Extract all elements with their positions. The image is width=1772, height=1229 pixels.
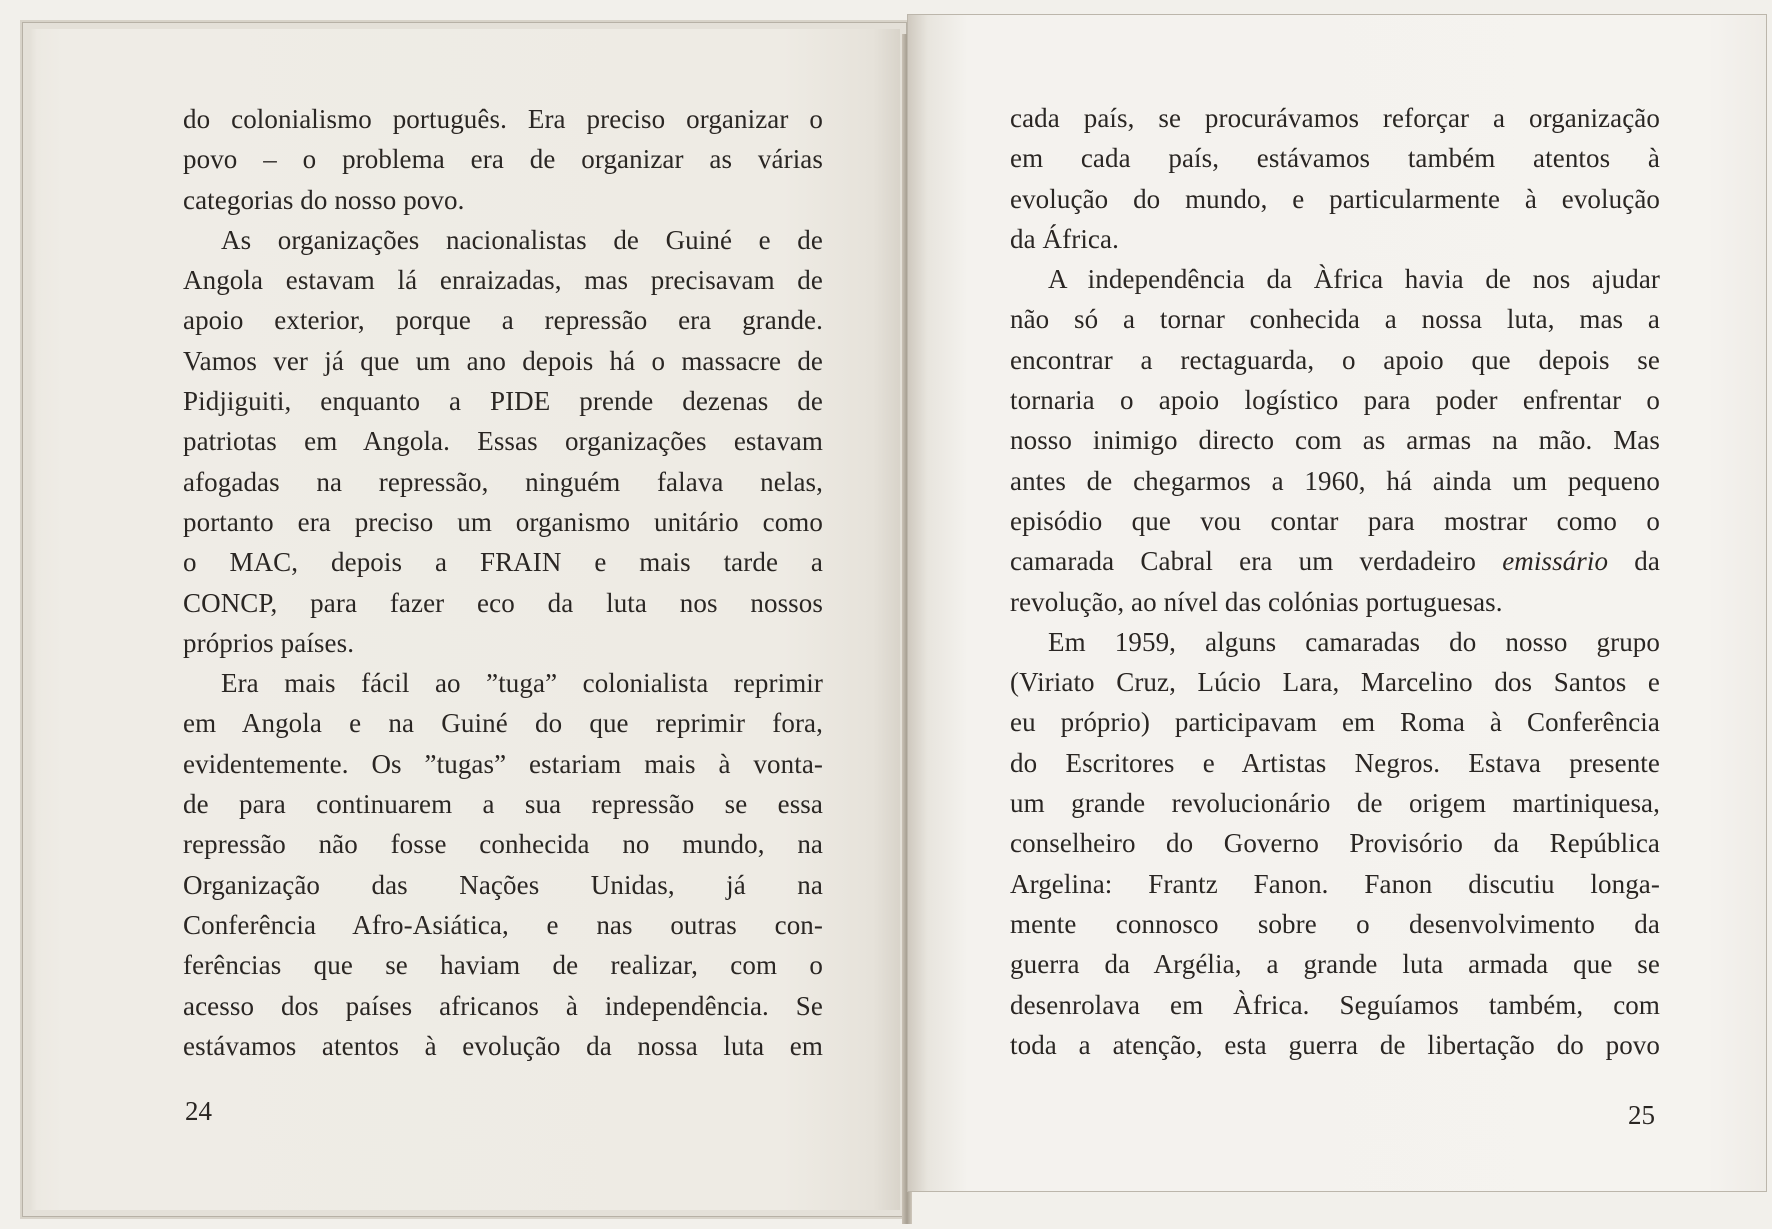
text-line: As organizações nacionalistas de Guiné e de xyxy=(221,224,823,255)
text-line: repressão não fosse conhecida no mundo, na xyxy=(183,829,823,860)
text-line: conselheiro do Governo Provisório da República xyxy=(1010,828,1660,859)
text-line: estávamos atentos à evolução da nossa luta em xyxy=(183,1030,823,1061)
text-line: evidentemente. Os ”tugas” estariam mais à vonta- xyxy=(183,748,823,779)
text-line: Conferência Afro-Asiática, e nas outras con- xyxy=(183,909,823,940)
text-line: próprios países. xyxy=(183,627,355,658)
text-line: CONCP, para fazer eco da luta nos nossos xyxy=(183,587,823,618)
text-line: patriotas em Angola. Essas organizações estavam xyxy=(183,426,823,457)
text-line: um grande revolucionário de origem martiniquesa, xyxy=(1010,788,1660,819)
text-line: do Escritores e Artistas Negros. Estava presente xyxy=(1010,747,1660,778)
left-page-text xyxy=(183,99,823,1066)
text-fragment: da xyxy=(1608,546,1660,577)
text-line: o MAC, depois a FRAIN e mais tarde a xyxy=(183,547,823,578)
text-line: mente connosco sobre o desenvolvimento da xyxy=(1010,908,1660,939)
page-number: 24 xyxy=(185,1096,212,1126)
text-line: categorias do nosso povo. xyxy=(183,184,465,215)
text-line: toda a atenção, esta guerra de libertação do povo xyxy=(1010,1029,1660,1060)
text-line: portanto era preciso um organismo unitário como xyxy=(183,506,823,537)
text-line: acesso dos países africanos à independência. Se xyxy=(183,990,823,1021)
text-line: ferências que se haviam de realizar, com o xyxy=(183,950,823,981)
open-book xyxy=(22,14,1767,1214)
text-line: (Viriato Cruz, Lúcio Lara, Marcelino dos Santos e xyxy=(1010,667,1660,698)
text-fragment: camarada Cabral era um verdadeiro xyxy=(1010,546,1476,577)
text-line: povo – o problema era de organizar as várias xyxy=(183,144,823,175)
text-line: Em 1959, alguns camaradas do nosso grupo xyxy=(1048,626,1660,657)
text-line: Era mais fácil ao ”tuga” colonialista reprimir xyxy=(221,668,823,699)
text-line: antes de chegarmos a 1960, há ainda um pequeno xyxy=(1010,465,1660,496)
text-line: cada país, se procurávamos reforçar a organização xyxy=(1010,103,1660,133)
text-line-with-italic xyxy=(1010,541,1660,581)
text-line: guerra da Argélia, a grande luta armada que se xyxy=(1010,949,1660,980)
text-line: Angola estavam lá enraizadas, mas precisavam de xyxy=(183,265,823,296)
text-line: encontrar a rectaguarda, o apoio que depois se xyxy=(1010,344,1660,375)
text-line: em cada país, estávamos também atentos à xyxy=(1010,143,1660,174)
text-line: em Angola e na Guiné do que reprimir fora, xyxy=(183,708,823,739)
text-line: eu próprio) participavam em Roma à Conferência xyxy=(1010,707,1660,738)
text-line: afogadas na repressão, ninguém falava nelas, xyxy=(183,466,823,497)
text-line: nosso inimigo directo com as armas na mão. Mas xyxy=(1010,425,1660,456)
text-line: apoio exterior, porque a repressão era grande. xyxy=(183,305,823,336)
text-line: desenrolava em Àfrica. Seguíamos também, com xyxy=(1010,989,1660,1020)
text-line: evolução do mundo, e particularmente à evolução xyxy=(1010,183,1660,214)
italic-word: emissário xyxy=(1502,546,1609,577)
text-line: Vamos ver já que um ano depois há o massacre de xyxy=(183,345,823,376)
text-line: Pidjiguiti, enquanto a PIDE prende dezenas de xyxy=(183,386,823,417)
text-line: revolução, ao nível das colónias portuguesas. xyxy=(1010,586,1503,617)
text-line: não só a tornar conhecida a nossa luta, mas a xyxy=(1010,304,1660,335)
page-number: 25 xyxy=(1628,1100,1655,1130)
text-line: A independência da Àfrica havia de nos ajudar xyxy=(1048,264,1660,295)
text-line: Argelina: Frantz Fanon. Fanon discutiu longa- xyxy=(1010,868,1660,899)
text-line: da África. xyxy=(1010,223,1119,254)
text-line: tornaria o apoio logístico para poder enfrentar o xyxy=(1010,385,1660,416)
text-line: de para continuarem a sua repressão se essa xyxy=(183,789,823,820)
right-page-text xyxy=(1010,98,1660,1065)
right-page xyxy=(907,14,1767,1192)
text-line: Organização das Nações Unidas, já na xyxy=(183,869,823,900)
text-line: episódio que vou contar para mostrar como o xyxy=(1010,505,1660,536)
text-line: do colonialismo português. Era preciso organizar o xyxy=(183,104,823,134)
left-page xyxy=(22,22,907,1217)
